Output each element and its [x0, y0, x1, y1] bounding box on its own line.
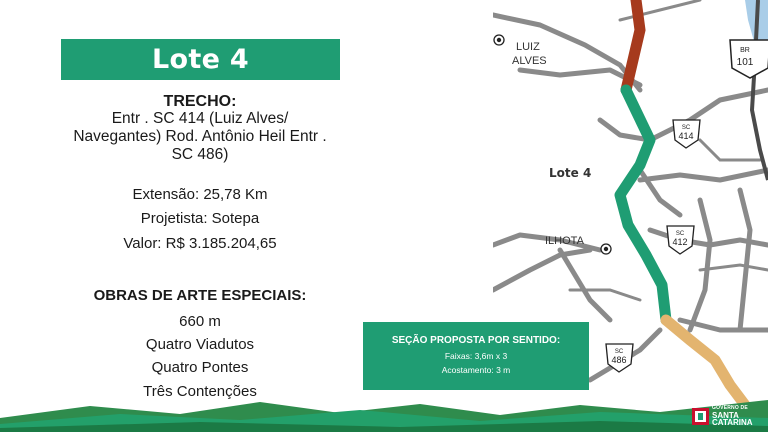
- obras-item-viadutos: Quatro Viadutos: [145, 336, 255, 353]
- extensao-text: Extensão: 25,78 Km: [132, 186, 268, 203]
- logo-catarina: CATARINA: [712, 418, 753, 427]
- sc-486-number: 486: [611, 355, 627, 365]
- logo-santa: SANTA: [712, 411, 739, 420]
- br-shield-label: BR: [740, 47, 750, 54]
- trecho-line-3: SC 486): [171, 146, 229, 163]
- trecho-heading: TRECHO:: [163, 93, 237, 110]
- valor-text: Valor: R$ 3.185.204,65: [123, 235, 277, 252]
- ilhota-marker-icon: [601, 244, 611, 254]
- secao-title: SEÇÃO PROPOSTA POR SENTIDO:: [391, 335, 561, 346]
- logo-big-text: [712, 412, 753, 426]
- secao-proposta-box: [363, 322, 589, 390]
- obras-item-extensao: 660 m: [179, 313, 221, 330]
- logo-small-text: GOVERNO DE: [712, 405, 748, 411]
- obras-item-contencoes: Três Contenções: [143, 383, 257, 400]
- lote-title-banner: Lote 4: [61, 39, 340, 80]
- secao-acostamento: Acostamento: 3 m: [441, 365, 511, 375]
- obras-item-pontes: Quatro Pontes: [151, 359, 249, 376]
- city-luiz-line2: ALVES: [512, 55, 547, 67]
- projetista-text: Projetista: Sotepa: [140, 210, 260, 227]
- trecho-line-2: Navegantes) Rod. Antônio Heil Entr .: [73, 128, 327, 145]
- trecho-line-1: Entr . SC 414 (Luiz Alves/: [111, 110, 289, 127]
- sc-414-number: 414: [678, 131, 694, 141]
- sc-412-number: 412: [672, 237, 688, 247]
- secao-faixas: Faixas: 3,6m x 3: [444, 351, 508, 361]
- obras-heading: OBRAS DE ARTE ESPECIAIS:: [93, 287, 307, 304]
- map-lote-label: Lote 4: [549, 166, 592, 180]
- luiz-alves-marker-icon: [494, 35, 504, 45]
- bottom-wave-band: [0, 395, 768, 432]
- br-shield-number: 101: [736, 57, 754, 68]
- city-luiz-line1: LUIZ: [516, 41, 540, 53]
- city-ilhota: ILHOTA: [545, 235, 584, 247]
- svg-text:SC: SC: [681, 125, 691, 131]
- svg-text:SC: SC: [614, 349, 624, 355]
- svg-text:SC: SC: [675, 231, 685, 237]
- trecho-description: [40, 110, 360, 164]
